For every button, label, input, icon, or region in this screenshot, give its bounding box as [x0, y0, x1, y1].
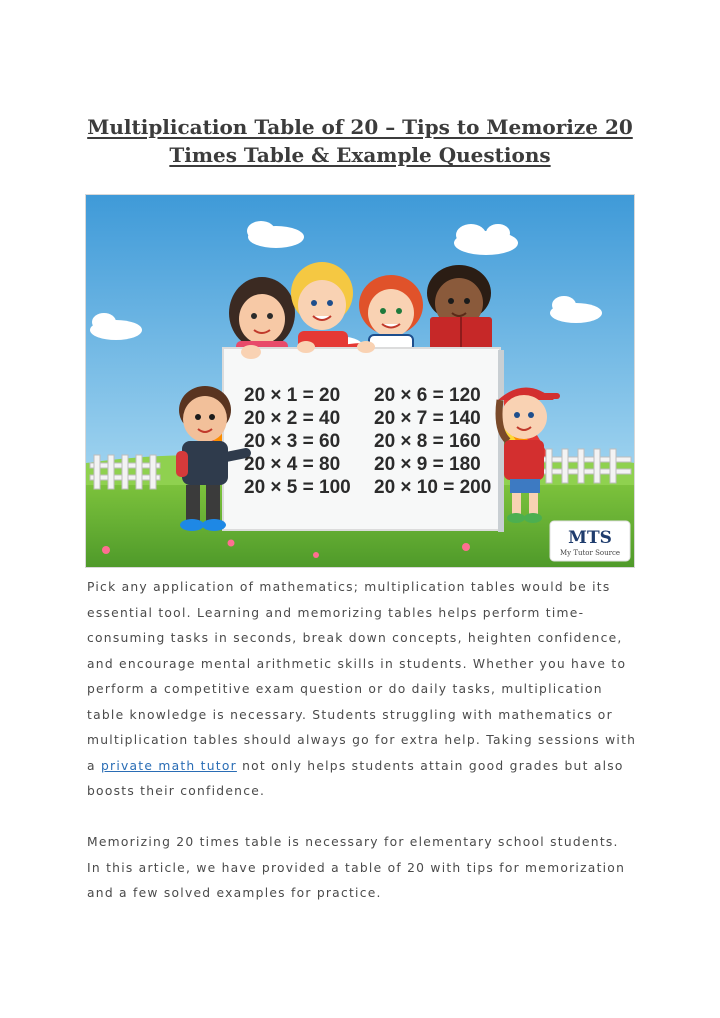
table-right-row: 20 × 7 = 140 — [374, 408, 481, 429]
table-right-row: 20 × 8 = 160 — [374, 431, 481, 452]
title-line-1: Multiplication Table of 20 – Tips to Memorize 20 — [87, 115, 633, 140]
kid-boy-book — [427, 265, 492, 357]
table-right-row: 20 × 10 = 200 — [374, 477, 492, 498]
table-right-row: 20 × 9 = 180 — [374, 454, 481, 475]
table-right-row: 20 × 6 = 120 — [374, 385, 481, 406]
hero-svg — [86, 195, 634, 567]
logo-name: My Tutor Source — [559, 549, 621, 557]
intro-paragraph — [87, 575, 637, 805]
table-left-row: 20 × 1 = 20 — [244, 385, 341, 406]
intro-text-before-link: Pick any application of mathematics; multiplication tables would be its essential tool. Learning and memorizing tables helps perform time-consuming tasks in seconds, break down concepts, heighten confidence, and encourage mental arithmetic skills in students. Whether you have to perform a competitive exam question or do daily tasks, multiplication table knowledge is necessary. Students struggling with mathematics or multiplication tables should always go for extra help. Taking sessions with a — [87, 580, 637, 773]
kid-girl-left — [229, 277, 295, 353]
kid-boy-blond — [291, 262, 353, 351]
board-shadow — [498, 350, 504, 532]
table-left-row: 20 × 3 = 60 — [244, 431, 341, 452]
fence-left — [90, 455, 160, 489]
page-title — [60, 113, 660, 169]
hero-illustration — [86, 195, 634, 567]
second-paragraph: Memorizing 20 times table is necessary for elementary school students. In this article, we have provided a table of 20 with tips for memorization and a few solved examples for practice. — [87, 835, 626, 900]
intro-text-after-link: not only helps students attain good grades but also boosts their confidence. — [87, 758, 624, 798]
private-math-tutor-link[interactable]: private math tutor — [100, 758, 237, 773]
kid-girl-redhead — [359, 275, 423, 351]
table-left-row: 20 × 5 = 100 — [244, 477, 351, 498]
table-left-row: 20 × 2 = 40 — [244, 408, 341, 429]
table-left-row: 20 × 4 = 80 — [244, 454, 341, 475]
mts-logo — [550, 521, 630, 561]
title-line-2: Times Table & Example Questions — [169, 143, 551, 168]
logo-mark: MTS — [568, 528, 612, 548]
